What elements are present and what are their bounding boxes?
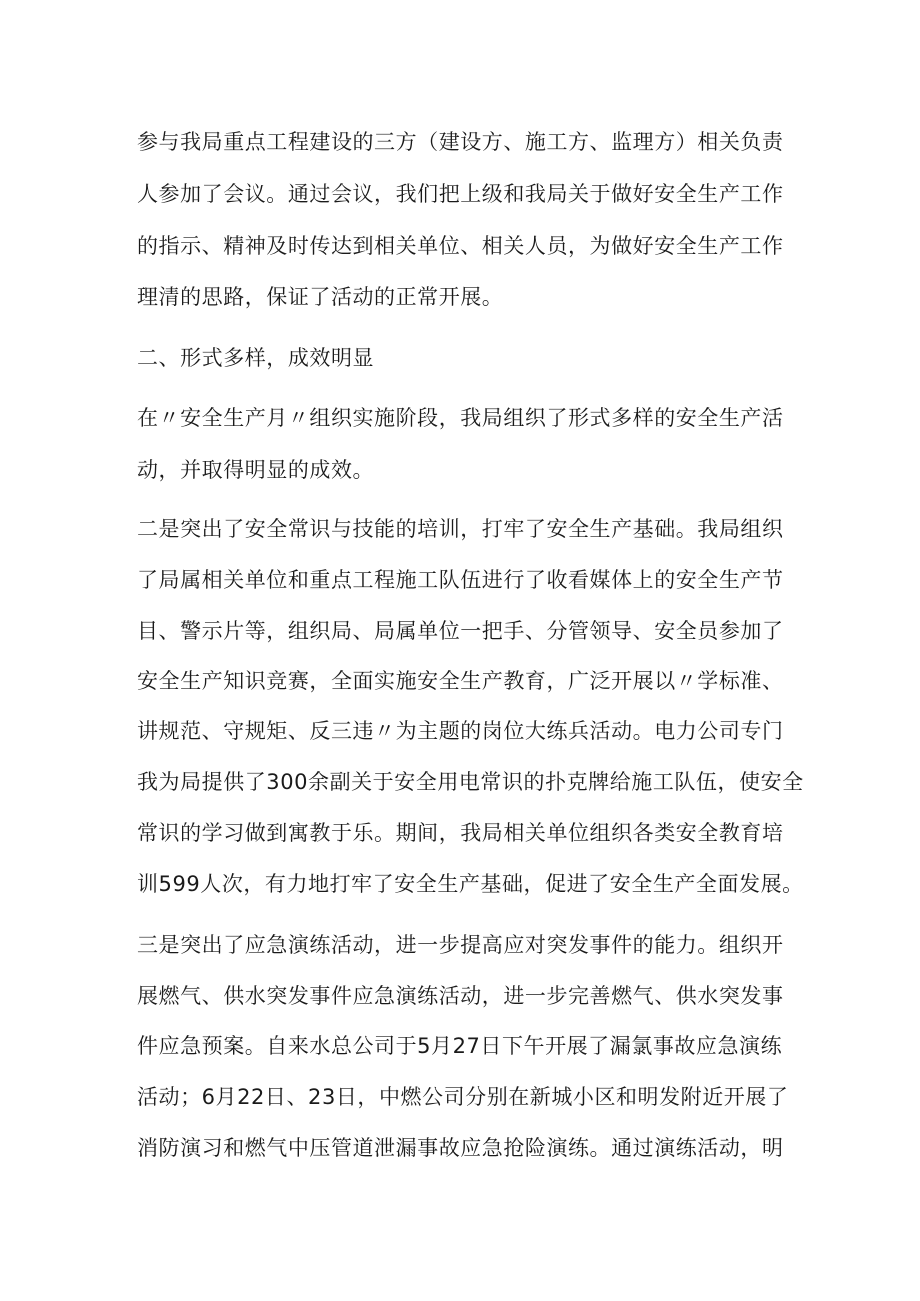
paragraph-1-line-3: 的指示、精神及时传达到相关单位、相关人员，为做好安全生产工作 — [137, 234, 784, 258]
paragraph-3-line-3: 目、警示片等，组织局、局属单位一把手、分管领导、安全员参加了 — [137, 619, 784, 643]
paragraph-4-line-3: 件应急预案。自来水总公司于5月27日下午开展了漏氯事故应急演练 — [137, 1034, 783, 1058]
paragraph-3-line-6: 我为局提供了300余副关于安全用电常识的扑克牌给施工队伍，使安全 — [137, 770, 804, 794]
paragraph-3-line-8: 训599人次，有力地打牢了安全生产基础，促进了安全生产全面发展。 — [137, 872, 804, 896]
paragraph-3-line-5: 讲规范、守规矩、反三违〃为主题的岗位大练兵活动。电力公司专门 — [137, 719, 784, 743]
paragraph-2-line-2: 动，并取得明显的成效。 — [137, 458, 375, 482]
paragraph-2-line-1: 在〃安全生产月〃组织实施阶段，我局组织了形式多样的安全生产活 — [137, 406, 784, 430]
section-heading: 二、形式多样，成效明显 — [137, 346, 375, 370]
paragraph-3-line-4: 安全生产知识竞赛，全面实施安全生产教育，广泛开展以〃学标准、 — [137, 669, 784, 693]
paragraph-4-line-5: 消防演习和燃气中压管道泄漏事故应急抢险演练。通过演练活动，明 — [137, 1136, 784, 1160]
paragraph-4-line-1: 三是突出了应急演练活动，进一步提高应对突发事件的能力。组织开 — [137, 933, 784, 957]
paragraph-1-line-4: 理清的思路，保证了活动的正常开展。 — [137, 285, 504, 309]
paragraph-1-line-1: 参与我局重点工程建设的三方（建设方、施工方、监理方）相关负责 — [137, 130, 784, 154]
paragraph-4-line-4: 活动；6月22日、23日，中燃公司分别在新城小区和明发附近开展了 — [137, 1085, 789, 1109]
paragraph-3-line-1: 二是突出了安全常识与技能的培训，打牢了安全生产基础。我局组织 — [137, 517, 784, 541]
paragraph-3-line-2: 了局属相关单位和重点工程施工队伍进行了收看媒体上的安全生产节 — [137, 568, 784, 592]
paragraph-1-line-2: 人参加了会议。通过会议，我们把上级和我局关于做好安全生产工作 — [137, 182, 784, 206]
paragraph-4-line-2: 展燃气、供水突发事件应急演练活动，进一步完善燃气、供水突发事 — [137, 984, 784, 1008]
paragraph-3-line-7: 常识的学习做到寓教于乐。期间，我局相关单位组织各类安全教育培 — [137, 821, 784, 845]
